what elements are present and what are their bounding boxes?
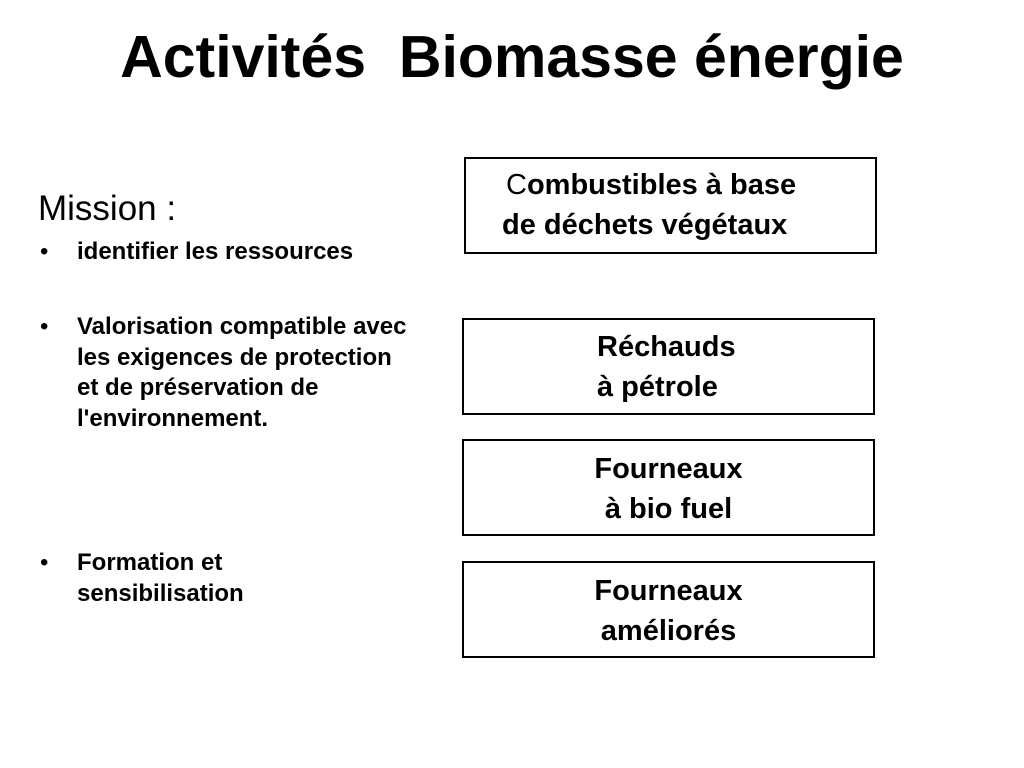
box-initial-letter: C <box>506 169 527 201</box>
slide-title: Activités Biomasse énergie <box>120 24 904 90</box>
box-combustibles <box>464 157 877 254</box>
box-line-2: à bio fuel <box>604 493 733 525</box>
bullet-marker: • <box>40 238 49 265</box>
box-line-1 <box>506 165 796 205</box>
box-fourneaux-ameliores <box>462 561 875 658</box>
bullet-text: identifier les ressources <box>77 238 354 265</box>
bullet-marker: • <box>40 549 49 576</box>
box-line-1: Réchauds <box>597 331 736 363</box>
box-rechauds <box>462 318 875 415</box>
bullet-marker: • <box>40 313 49 340</box>
box-line-1-rest: ombustibles à base <box>526 169 797 201</box>
mission-heading <box>38 188 176 230</box>
box-line-1: Fourneaux <box>594 453 743 485</box>
box-line-2: améliorés <box>600 615 737 647</box>
bullet-text: Valorisation compatible avec les exigences de protection et de préservation de l'environnement. <box>77 313 407 432</box>
bullet-text: Formation et sensibilisation <box>77 549 244 607</box>
box-line-1: Fourneaux <box>594 575 743 607</box>
box-line-2: à pétrole <box>597 371 718 403</box>
mission-heading-colon: : <box>156 189 177 228</box>
mission-heading-label: Mission <box>38 189 157 228</box>
box-fourneaux-bio-fuel <box>462 439 875 536</box>
box-line-2: de déchets végétaux <box>502 209 788 241</box>
